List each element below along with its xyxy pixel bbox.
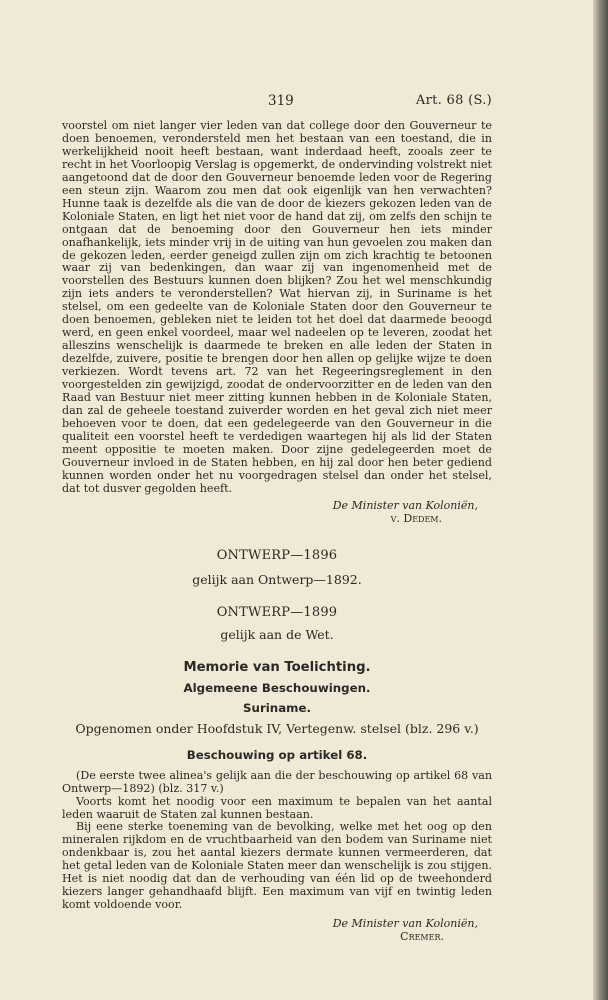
- section2-paragraph-2: Voorts komt het noodig voor een maximum te bepalen van het aantal leden waaruit de Staten zal kunnen bestaan.: [62, 794, 492, 821]
- memorie-title: Memorie van Toelichting.: [183, 659, 371, 675]
- ontwerp-1899-note: gelijk aan de Wet.: [220, 626, 334, 642]
- algemeene-heading: Algemeene Beschouwingen.: [183, 680, 371, 695]
- running-head-rest: . 68 (S.): [437, 93, 492, 108]
- running-head: [416, 93, 492, 108]
- page-number: 319: [268, 93, 294, 109]
- signature-title: De Minister van Koloniën,: [332, 498, 478, 512]
- ontwerp-1899-heading: ONTWERP—1899: [216, 604, 338, 620]
- signature-name: v. Dedem.: [390, 511, 442, 525]
- opgenomen-line: Opgenomen onder Hoofdstuk IV, Vertegenw. stelsel (blz. 296 v.): [75, 720, 479, 736]
- signature-name-2: Cremer.: [400, 930, 444, 944]
- section1-paragraph: voorstel om niet langer vier leden van dat college door den Gouverneur te doen benoemen, verondersteld men het bestaan van een toestand, die in werkelijkheid nooit heeft bestaan, want inderdaad heeft, zooals zeer te recht in het Voorloopig Verslag is opgemerkt, de ondervinding volstrekt niet aangetoond dat de door den Gouverneur benoemde leden voor de Regering een steun zijn. Waarom zou men dat ook eigenlijk van hen verwachten? Hunne taak is dezelfde als die van de door de kiezers gekozen leden van de Koloniale Staten, en ligt het niet voor de hand dat zij, om zelfs den schijn te ontgaan dat de benoeming door den Gouverneur hen iets minder onafhankelijk, iets minder vrij in de uiting van hun gevoelen zou maken dan de gekozen leden, eerder geneigd zullen zijn om zich krachtig te betoonen waar zij van bedenkingen, dan waar zij van ingenomenheid met de voorstellen des Bestuurs kunnen doen blijken? Zou het wel menschkundig zijn iets anders te veronderstellen? Wat hiervan zij, in Suriname is het stelsel, om een gedeelte van de Koloniale Staten door den Gouverneur te doen benoemen, gebleken niet te leiden tot het doel dat daarmede beoogd werd, en geen enkel voordeel, maar wel nadeelen op te leveren, zoodat het alleszins wenschelijk is daarmede te breken en alle leden der Staten in dezelfde, zuivere, positie te brengen door hen allen op gelijke wijze te doen verkiezen. Wordt tevens art. 72 van het Regeeringsreglement in den voorgestelden zin gewijzigd, zoodat de ondervoorzitter en de leden van den Raad van Bestuur niet meer zitting kunnen hebben in de Koloniale Staten, dan zal de geheele toestand zuiverder worden en het geval zich niet meer behoeven voor te doen, dat een gedelegeerde van den Gouverneur in die qualiteit een voorstel heeft te verdedigen waartegen hij als lid der Staten meent oppositie te moeten maken. Door zijne gedelegeerden moet de Gouverneur invloed in de Staten hebben, en hij zal door hen beter gediend kunnen worden onder het nu voorgedragen stelsel dan onder het stelsel, dat tot dusver gegolden heeft.: [62, 119, 492, 495]
- signature-title-2: De Minister van Koloniën,: [332, 917, 478, 931]
- ontwerp-1896-heading: ONTWERP—1896: [216, 547, 338, 563]
- page-header: [62, 93, 492, 111]
- book-edge: [593, 0, 608, 1000]
- page-body: [62, 120, 492, 943]
- beschouwing-heading: Beschouwing op artikel 68.: [186, 747, 368, 762]
- section2-paragraph-1: (De eerste twee alinea's gelijk aan die der beschouwing op artikel 68 van Ontwerp—1892) (blz. 317 v.): [62, 768, 492, 795]
- section2-paragraph-3: Bij eene sterke toeneming van de bevolking, welke met het oog op den mineralen rijkdom en de vruchtbaarheid van den bodem van Suriname niet ondenkbaar is, zou het aantal kiezers dermate kunnen vermeerderen, dat het getal leden van de Koloniale Staten meer dan wenschelijk is zou stijgen. Het is niet noodig dat dan de verhouding van één lid op de tweehonderd kiezers langer gehandhaafd blijft. Een maximum van vijf en twintig leden komt voldoende voor.: [62, 820, 492, 912]
- ontwerp-1896-note: gelijk aan Ontwerp—1892.: [192, 571, 362, 587]
- suriname-heading: Suriname.: [243, 700, 311, 715]
- running-head-art: Art: [415, 93, 438, 108]
